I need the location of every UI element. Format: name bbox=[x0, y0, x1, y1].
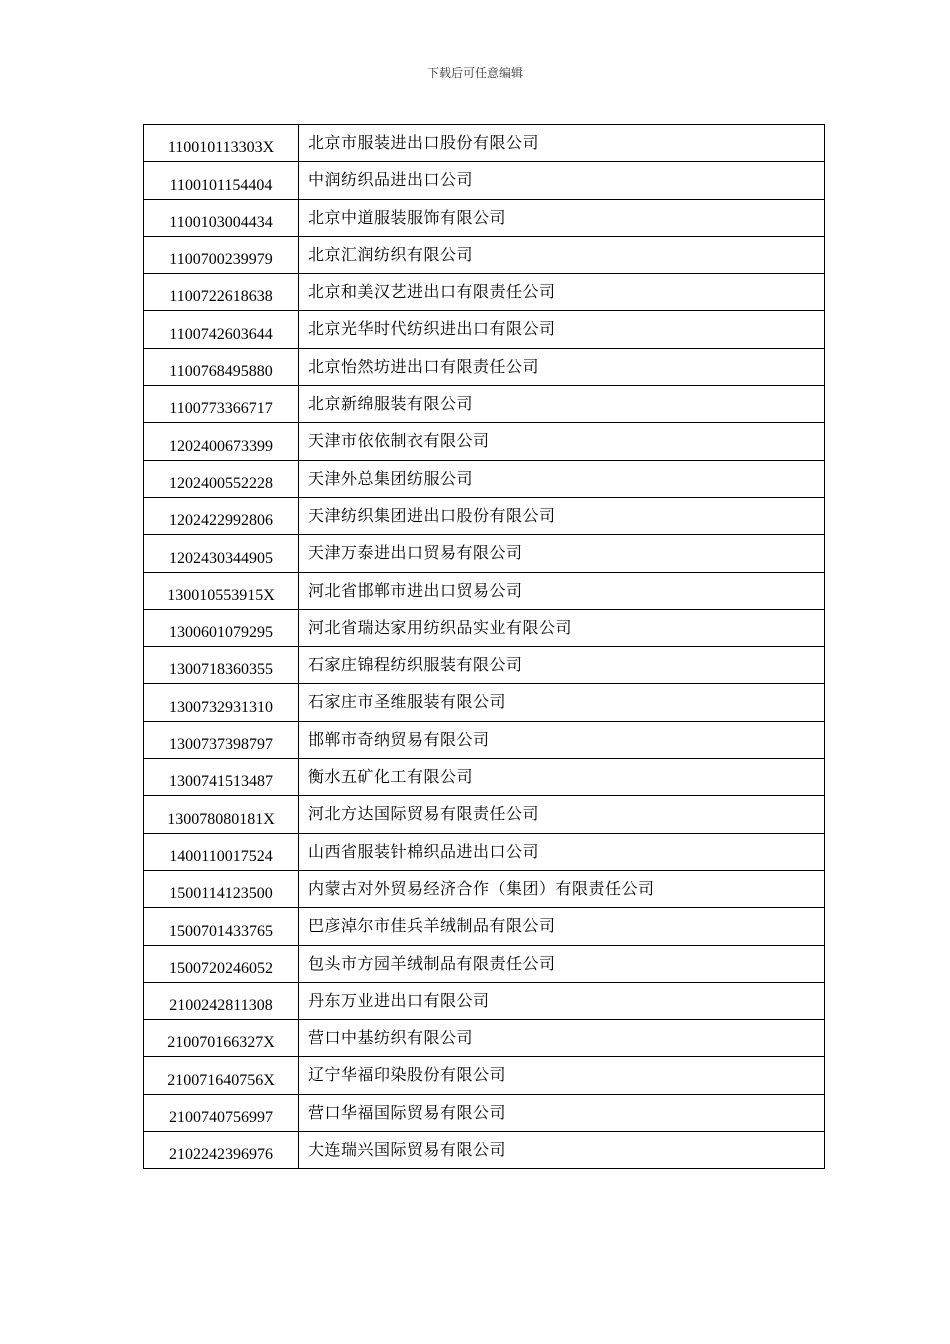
company-name-cell: 巴彦淖尔市佳兵羊绒制品有限公司 bbox=[299, 908, 825, 945]
table-row bbox=[144, 535, 825, 572]
company-name-cell: 丹东万业进出口有限公司 bbox=[299, 982, 825, 1019]
company-code-cell: 1100700239979 bbox=[144, 236, 299, 273]
table-row bbox=[144, 796, 825, 833]
company-name-cell: 营口华福国际贸易有限公司 bbox=[299, 1094, 825, 1131]
company-code-cell: 1202400552228 bbox=[144, 460, 299, 497]
company-name-cell: 天津市依依制衣有限公司 bbox=[299, 423, 825, 460]
company-name-cell: 北京中道服装服饰有限公司 bbox=[299, 199, 825, 236]
company-name-cell: 营口中基纺织有限公司 bbox=[299, 1020, 825, 1057]
company-code-cell: 130010553915X bbox=[144, 572, 299, 609]
company-name-cell: 中润纺织品进出口公司 bbox=[299, 162, 825, 199]
company-code-cell: 1100773366717 bbox=[144, 386, 299, 423]
company-table bbox=[143, 124, 825, 1169]
table-row bbox=[144, 386, 825, 423]
company-code-cell: 1202430344905 bbox=[144, 535, 299, 572]
company-code-cell: 1500720246052 bbox=[144, 945, 299, 982]
page-header: 下载后可任意编辑 bbox=[426, 66, 523, 80]
company-name-cell: 石家庄市圣维服装有限公司 bbox=[299, 684, 825, 721]
company-code-cell: 1300737398797 bbox=[144, 721, 299, 758]
company-code-cell: 1100103004434 bbox=[144, 199, 299, 236]
table-row bbox=[144, 609, 825, 646]
company-code-cell: 210071640756X bbox=[144, 1057, 299, 1094]
company-name-cell: 北京新绵服装有限公司 bbox=[299, 386, 825, 423]
company-code-cell: 1100722618638 bbox=[144, 274, 299, 311]
company-name-cell: 北京市服装进出口股份有限公司 bbox=[299, 125, 825, 162]
company-code-cell: 2102242396976 bbox=[144, 1132, 299, 1169]
company-name-cell: 北京怡然坊进出口有限责任公司 bbox=[299, 348, 825, 385]
table-row bbox=[144, 1132, 825, 1169]
company-name-cell: 邯郸市奇纳贸易有限公司 bbox=[299, 721, 825, 758]
table-row bbox=[144, 982, 825, 1019]
table-row bbox=[144, 311, 825, 348]
company-code-cell: 210070166327X bbox=[144, 1020, 299, 1057]
table-row bbox=[144, 1094, 825, 1131]
table-row bbox=[144, 1057, 825, 1094]
company-name-cell: 北京光华时代纺织进出口有限公司 bbox=[299, 311, 825, 348]
table-row bbox=[144, 833, 825, 870]
table-row bbox=[144, 572, 825, 609]
company-name-cell: 山西省服装针棉织品进出口公司 bbox=[299, 833, 825, 870]
table-row bbox=[144, 162, 825, 199]
company-name-cell: 天津万泰进出口贸易有限公司 bbox=[299, 535, 825, 572]
table-row bbox=[144, 870, 825, 907]
company-name-cell: 北京和美汉艺进出口有限责任公司 bbox=[299, 274, 825, 311]
company-code-cell: 1100101154404 bbox=[144, 162, 299, 199]
company-table-body bbox=[144, 125, 825, 1169]
company-name-cell: 北京汇润纺织有限公司 bbox=[299, 236, 825, 273]
table-row bbox=[144, 274, 825, 311]
company-code-cell: 2100242811308 bbox=[144, 982, 299, 1019]
company-name-cell: 天津纺织集团进出口股份有限公司 bbox=[299, 497, 825, 534]
table-row bbox=[144, 721, 825, 758]
company-name-cell: 天津外总集团纺服公司 bbox=[299, 460, 825, 497]
table-row bbox=[144, 236, 825, 273]
table-row bbox=[144, 1020, 825, 1057]
table-row bbox=[144, 759, 825, 796]
table-row bbox=[144, 199, 825, 236]
company-name-cell: 河北方达国际贸易有限责任公司 bbox=[299, 796, 825, 833]
table-row bbox=[144, 684, 825, 721]
company-code-cell: 1100742603644 bbox=[144, 311, 299, 348]
company-code-cell: 130078080181X bbox=[144, 796, 299, 833]
company-code-cell: 1202400673399 bbox=[144, 423, 299, 460]
table-row bbox=[144, 423, 825, 460]
company-code-cell: 2100740756997 bbox=[144, 1094, 299, 1131]
table-row bbox=[144, 908, 825, 945]
company-name-cell: 大连瑞兴国际贸易有限公司 bbox=[299, 1132, 825, 1169]
company-name-cell: 辽宁华福印染股份有限公司 bbox=[299, 1057, 825, 1094]
company-code-cell: 1500114123500 bbox=[144, 870, 299, 907]
company-code-cell: 1300718360355 bbox=[144, 647, 299, 684]
company-name-cell: 内蒙古对外贸易经济合作（集团）有限责任公司 bbox=[299, 870, 825, 907]
company-code-cell: 1300732931310 bbox=[144, 684, 299, 721]
table-row bbox=[144, 497, 825, 534]
company-name-cell: 河北省瑞达家用纺织品实业有限公司 bbox=[299, 609, 825, 646]
company-code-cell: 1300741513487 bbox=[144, 759, 299, 796]
company-code-cell: 1100768495880 bbox=[144, 348, 299, 385]
company-name-cell: 衡水五矿化工有限公司 bbox=[299, 759, 825, 796]
table-row bbox=[144, 348, 825, 385]
table-row bbox=[144, 945, 825, 982]
table-row bbox=[144, 125, 825, 162]
company-code-cell: 1202422992806 bbox=[144, 497, 299, 534]
company-name-cell: 包头市方园羊绒制品有限责任公司 bbox=[299, 945, 825, 982]
company-name-cell: 河北省邯郸市进出口贸易公司 bbox=[299, 572, 825, 609]
table-row bbox=[144, 647, 825, 684]
company-code-cell: 110010113303X bbox=[144, 125, 299, 162]
table-row bbox=[144, 460, 825, 497]
company-name-cell: 石家庄锦程纺织服装有限公司 bbox=[299, 647, 825, 684]
company-code-cell: 1400110017524 bbox=[144, 833, 299, 870]
company-code-cell: 1300601079295 bbox=[144, 609, 299, 646]
company-code-cell: 1500701433765 bbox=[144, 908, 299, 945]
